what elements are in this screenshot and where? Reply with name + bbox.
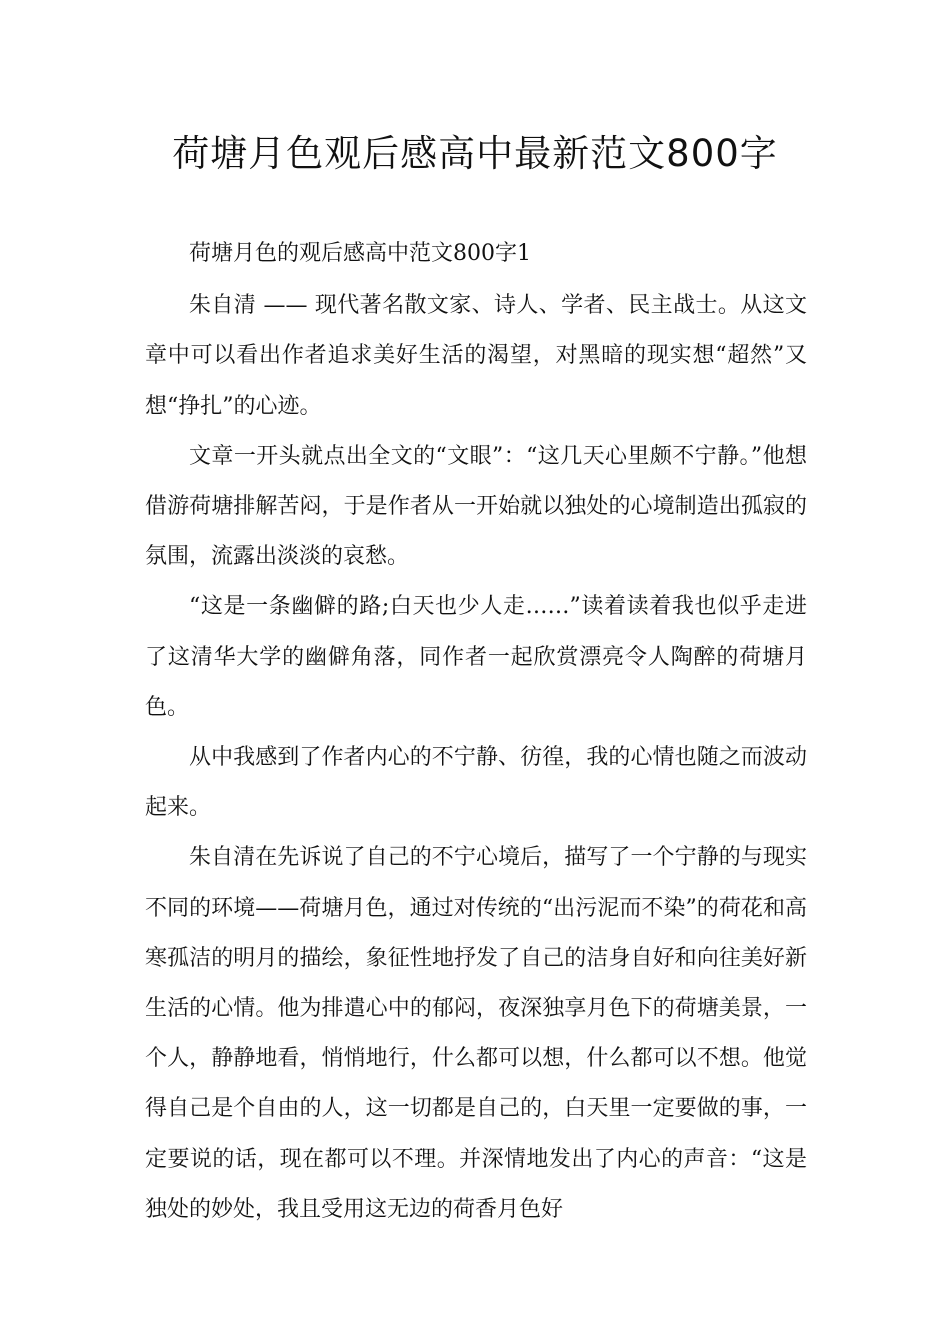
paragraph-3: “这是一条幽僻的路;白天也少人走……”读着读着我也似乎走进了这清华大学的幽僻角落，同作者一起欣赏漂亮令人陶醉的荷塘月色。 xyxy=(145,594,807,720)
document-body xyxy=(145,229,807,1235)
section-heading: 荷塘月色的观后感高中范文800字1 xyxy=(189,241,531,266)
document-title: 荷塘月色观后感高中最新范文800字 xyxy=(172,132,778,175)
paragraph-4: 从中我感到了作者内心的不宁静、彷徨，我的心情也随之而波动起来。 xyxy=(145,745,807,821)
paragraph-5: 朱自清在先诉说了自己的不宁心境后，描写了一个宁静的与现实不同的环境——荷塘月色，通过对传统的“出污泥而不染”的荷花和高寒孤洁的明月的描绘，象征性地抒发了自己的洁身自好和向往美好新生活的心情。他为排遣心中的郁闷，夜深独享月色下的荷塘美景，一个人，静静地看，悄悄地行，什么都可以想，什么都可以不想。他觉得自己是个自由的人，这一切都是自己的，白天里一定要做的事，一定要说的话，现在都可以不理。并深情地发出了内心的声音：“这是独处的妙处，我且受用这无边的荷香月色好 xyxy=(145,845,807,1222)
paragraph-1: 朱自清 —— 现代著名散文家、诗人、学者、民主战士。从这文章中可以看出作者追求美好生活的渴望，对黑暗的现实想“超然”又想“挣扎”的心迹。 xyxy=(145,293,807,419)
paragraph-2: 文章一开头就点出全文的“文眼”：“这几天心里颇不宁静。”他想借游荷塘排解苦闷，于是作者从一开始就以独处的心境制造出孤寂的氛围，流露出淡淡的哀愁。 xyxy=(145,443,807,570)
